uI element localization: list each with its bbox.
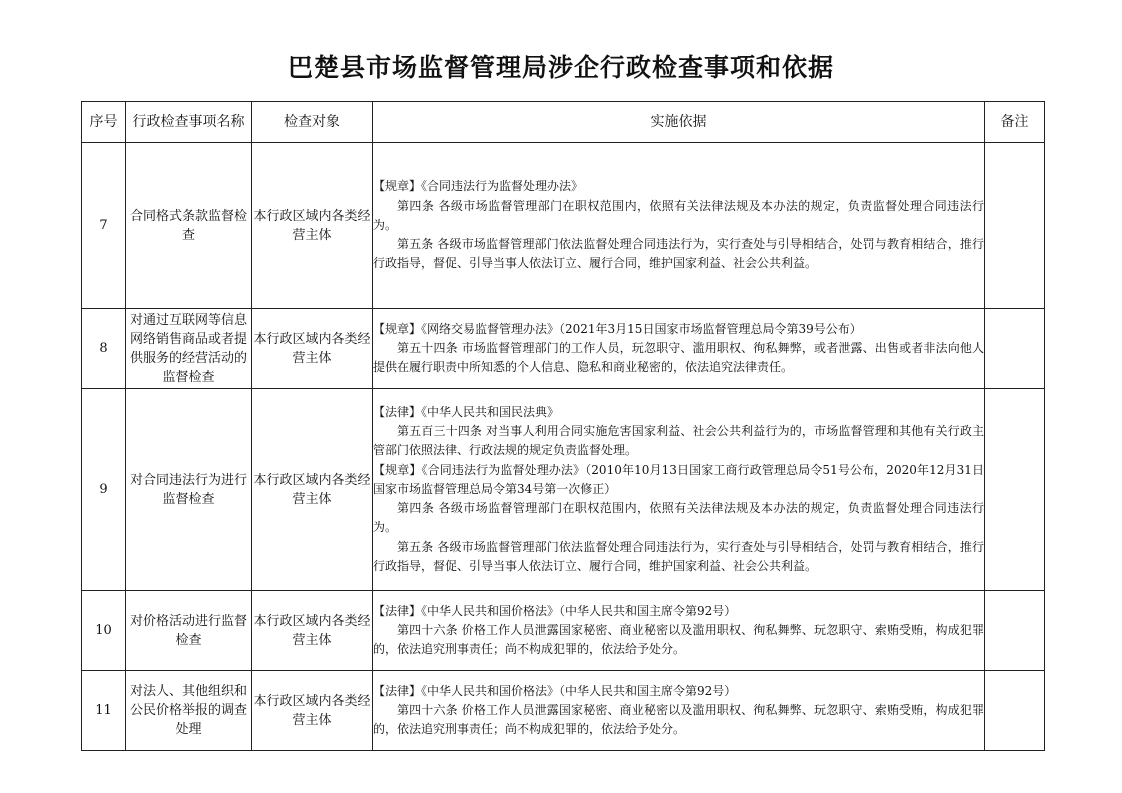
row-item: 对合同违法行为进行监督检查 bbox=[126, 389, 252, 591]
row-seq: 8 bbox=[82, 309, 126, 389]
table-row bbox=[82, 389, 1045, 591]
header-seq: 序号 bbox=[82, 102, 126, 143]
row-item: 对通过互联网等信息网络销售商品或者提供服务的经营活动的监督检查 bbox=[126, 309, 252, 389]
row-seq: 10 bbox=[82, 591, 126, 671]
table-row bbox=[82, 143, 1045, 309]
basis-article: 第四十六条 价格工作人员泄露国家秘密、商业秘密以及滥用职权、徇私舞弊、玩忽职守、索贿受贿，构成犯罪的，依法追究刑事责任；尚不构成犯罪的，依法给予处分。 bbox=[373, 622, 984, 657]
row-note bbox=[985, 389, 1045, 591]
row-target: 本行政区域内各类经营主体 bbox=[252, 591, 373, 671]
header-note: 备注 bbox=[985, 102, 1045, 143]
row-note bbox=[985, 671, 1045, 751]
row-note bbox=[985, 143, 1045, 309]
row-item: 对法人、其他组织和公民价格举报的调查处理 bbox=[126, 671, 252, 751]
row-target: 本行政区域内各类经营主体 bbox=[252, 671, 373, 751]
row-item: 对价格活动进行监督检查 bbox=[126, 591, 252, 671]
row-basis bbox=[373, 143, 985, 309]
table-row bbox=[82, 591, 1045, 671]
basis-source: 【规章】《合同违法行为监督处理办法》（2010年10月13日国家工商行政管理总局令51号公布，2020年12月31日国家市场监督管理总局令第34号第一次修正） bbox=[373, 462, 984, 496]
table-header-row bbox=[82, 102, 1045, 143]
row-basis bbox=[373, 591, 985, 671]
row-seq: 7 bbox=[82, 143, 126, 309]
basis-source: 【法律】《中华人民共和国民法典》 bbox=[373, 405, 560, 420]
row-seq: 11 bbox=[82, 671, 126, 751]
header-basis: 实施依据 bbox=[373, 102, 985, 143]
row-item: 合同格式条款监督检查 bbox=[126, 143, 252, 309]
basis-article: 第五条 各级市场监督管理部门依法监督处理合同违法行为，实行查处与引导相结合，处罚与教育相结合，推行行政指导，督促、引导当事人依法订立、履行合同，维护国家利益、社会公共利益。 bbox=[373, 237, 984, 271]
row-basis bbox=[373, 389, 985, 591]
row-target: 本行政区域内各类经营主体 bbox=[252, 309, 373, 389]
basis-article: 第四十六条 价格工作人员泄露国家秘密、商业秘密以及滥用职权、徇私舞弊、玩忽职守、索贿受贿，构成犯罪的，依法追究刑事责任；尚不构成犯罪的，依法给予处分。 bbox=[373, 702, 984, 737]
basis-article: 第五十四条 市场监督管理部门的工作人员，玩忽职守、滥用职权、徇私舞弊，或者泄露、出售或者非法向他人提供在履行职责中所知悉的个人信息、隐私和商业秘密的，依法追究法律责任。 bbox=[373, 340, 984, 375]
basis-source: 【规章】《合同违法行为监督处理办法》 bbox=[373, 179, 584, 194]
header-target: 检查对象 bbox=[252, 102, 373, 143]
row-basis bbox=[373, 309, 985, 389]
basis-source: 【规章】《网络交易监督管理办法》（2021年3月15日国家市场监督管理总局令第39号公布） bbox=[373, 321, 862, 336]
basis-article: 第五条 各级市场监督管理部门依法监督处理合同违法行为，实行查处与引导相结合，处罚与教育相结合，推行行政指导，督促、引导当事人依法订立、履行合同，维护国家利益、社会公共利益。 bbox=[373, 539, 984, 573]
basis-article: 第四条 各级市场监督管理部门在职权范围内，依照有关法律法规及本办法的规定，负责监督处理合同违法行为。 bbox=[373, 501, 984, 535]
row-seq: 9 bbox=[82, 389, 126, 591]
basis-article: 第五百三十四条 对当事人利用合同实施危害国家利益、社会公共利益行为的，市场监督管理和其他有关行政主管部门依照法律、行政法规的规定负责监督处理。 bbox=[373, 424, 984, 458]
table-row bbox=[82, 309, 1045, 389]
row-note bbox=[985, 309, 1045, 389]
row-target: 本行政区域内各类经营主体 bbox=[252, 389, 373, 591]
inspection-items-table bbox=[81, 101, 1045, 751]
row-basis bbox=[373, 671, 985, 751]
basis-source: 【法律】《中华人民共和国价格法》（中华人民共和国主席令第92号） bbox=[373, 603, 737, 618]
row-target: 本行政区域内各类经营主体 bbox=[252, 143, 373, 309]
table-row bbox=[82, 671, 1045, 751]
document-title: 巴楚县市场监督管理局涉企行政检查事项和依据 bbox=[287, 53, 834, 82]
basis-article: 第四条 各级市场监督管理部门在职权范围内，依照有关法律法规及本办法的规定，负责监督处理合同违法行为。 bbox=[373, 198, 984, 232]
row-note bbox=[985, 591, 1045, 671]
header-item: 行政检查事项名称 bbox=[126, 102, 252, 143]
basis-source: 【法律】《中华人民共和国价格法》（中华人民共和国主席令第92号） bbox=[373, 683, 737, 698]
